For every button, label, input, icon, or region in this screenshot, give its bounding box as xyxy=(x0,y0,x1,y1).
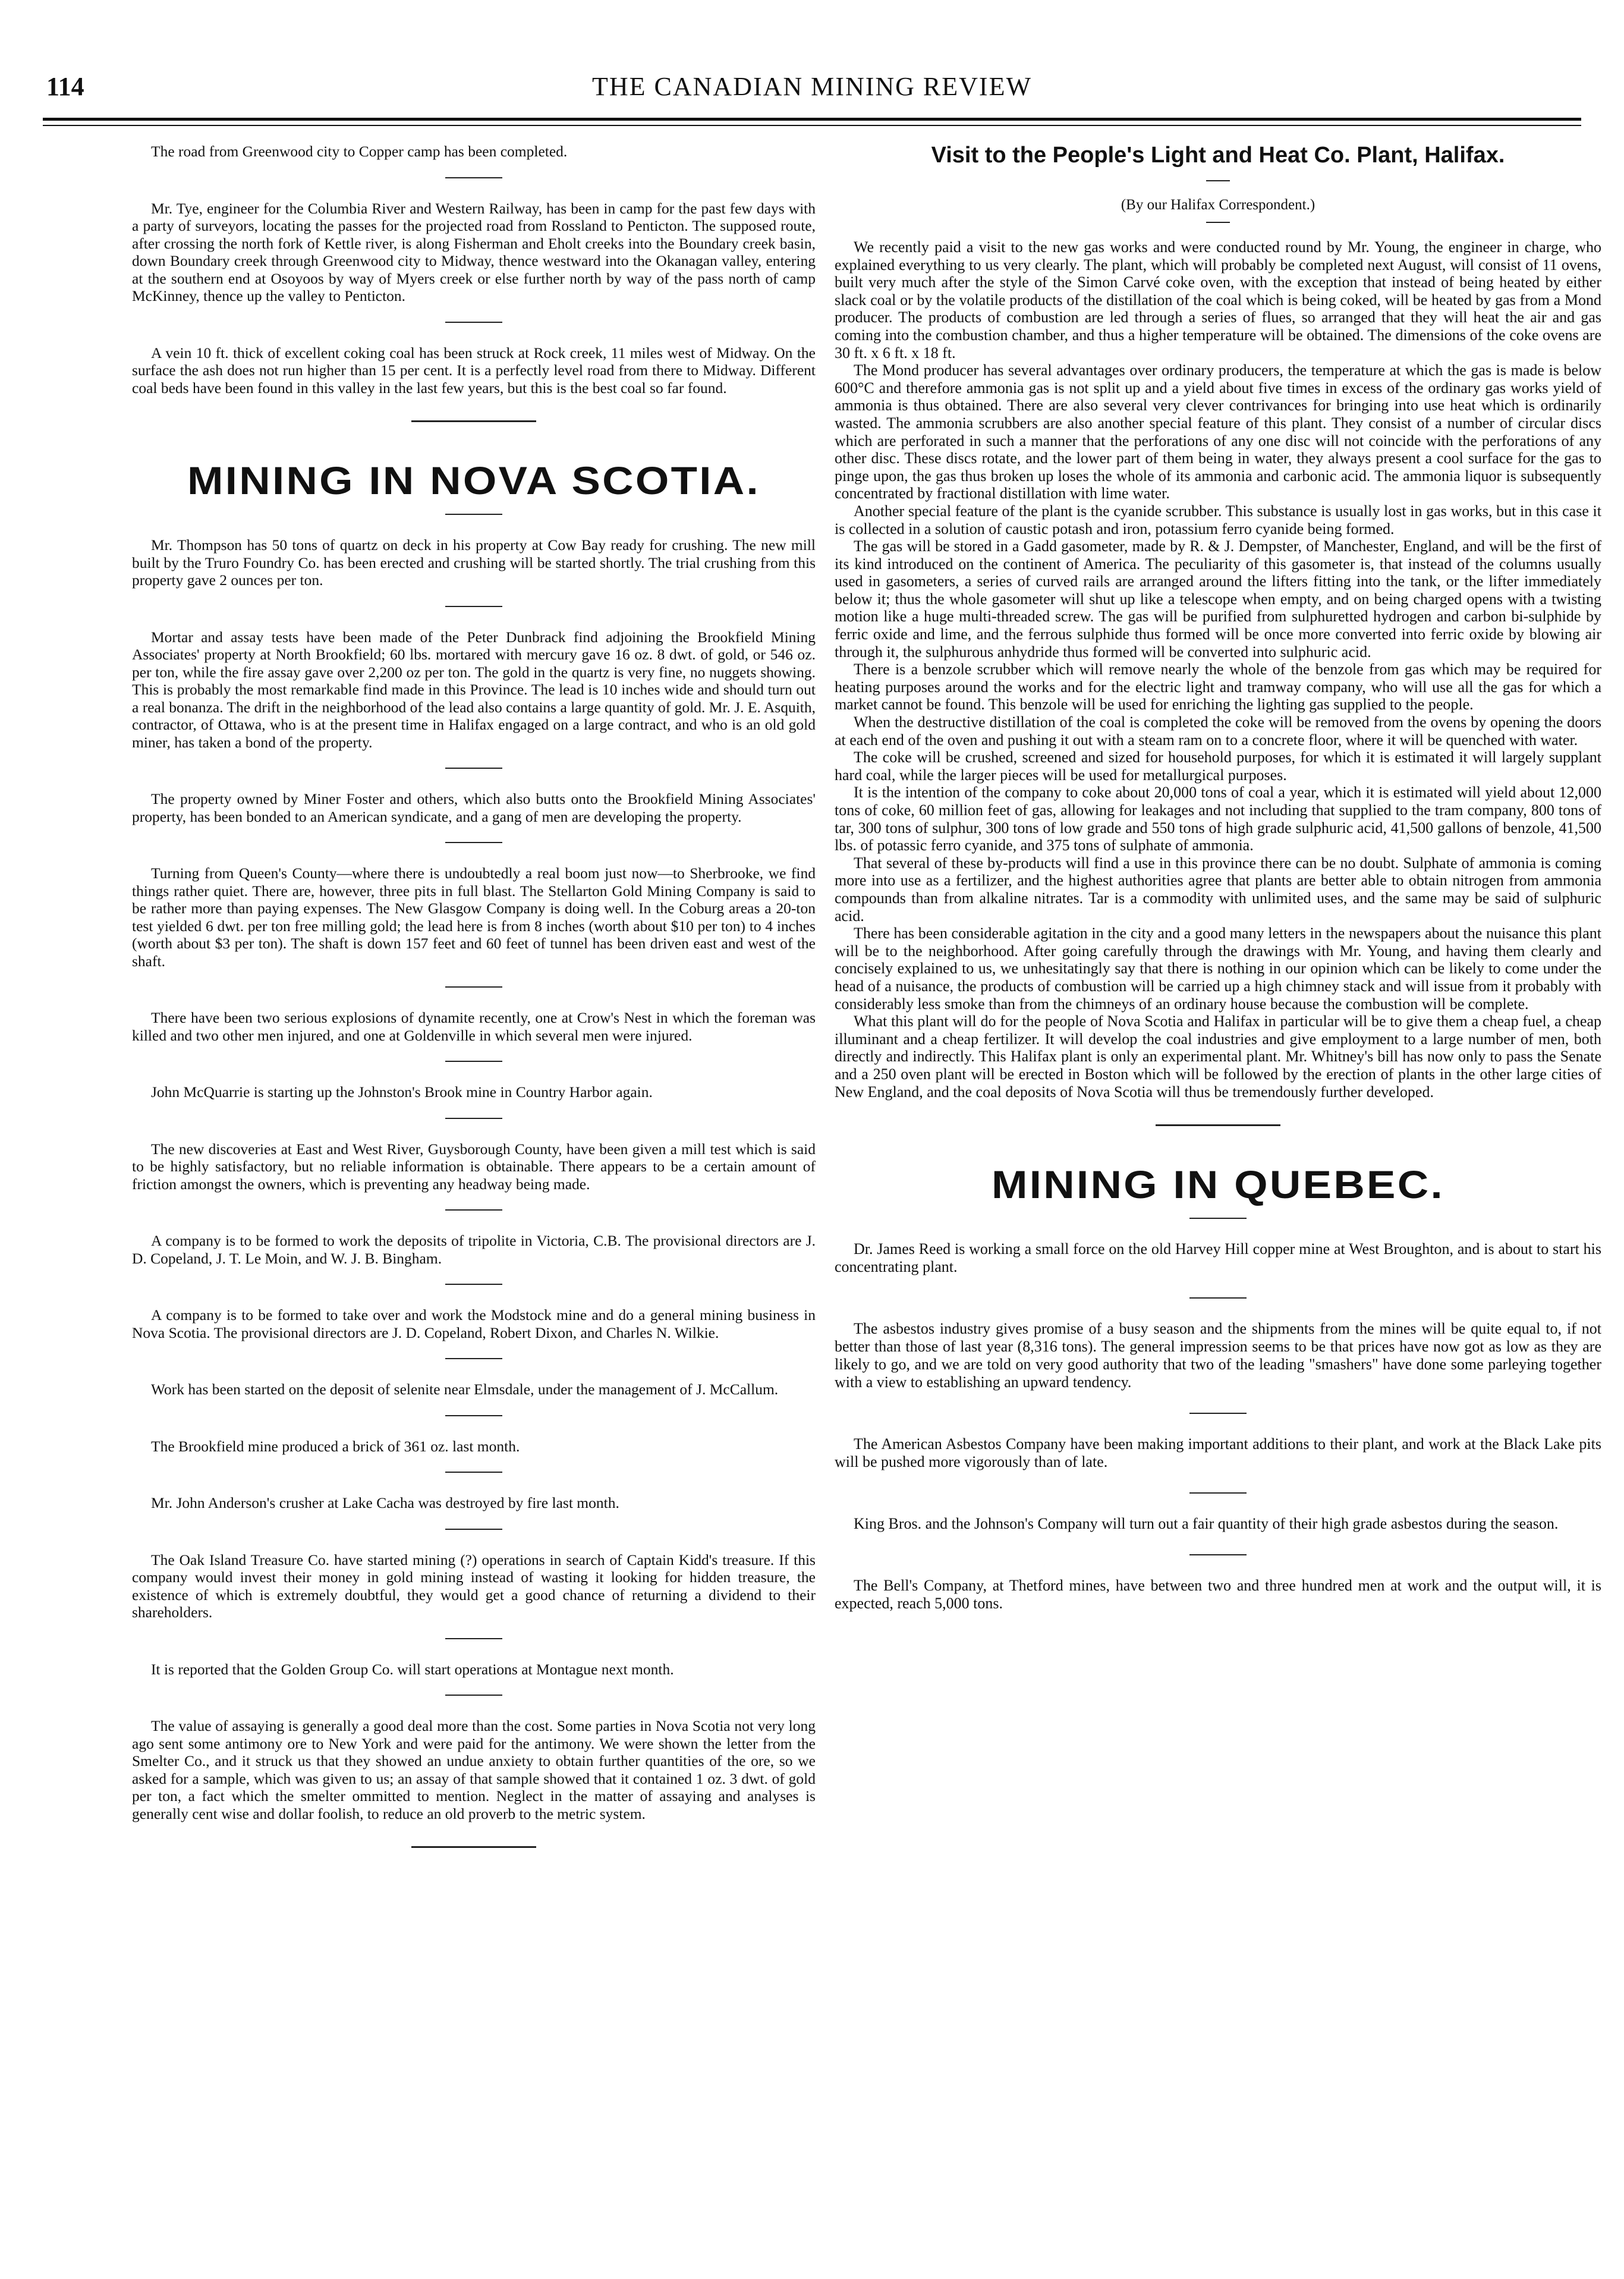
paragraph: The Bell's Company, at Thetford mines, have between two and three hundred men at work and the output will, it is expected, reach 5,000 tons. xyxy=(835,1577,1601,1612)
divider xyxy=(445,768,502,769)
paragraph: It is the intention of the company to coke about 20,000 tons of coal a year, which it is estimated will yield about 12,000 tons of coke, 60 million feet of gas, allowing for leakages and not including that supplied to the tram company, 800 tons of tar, 300 tons of sulphur, 300 tons of low grade and 550 tons of high grade sulphuric acid, 41,500 gallons of benzole, 41,500 lbs. of potassic ferro cyanide, and 375 tons of sulphate of ammonia. xyxy=(835,784,1601,854)
byline: (By our Halifax Correspondent.) xyxy=(1121,197,1315,213)
divider xyxy=(1189,1218,1247,1219)
divider xyxy=(445,1284,502,1285)
divider xyxy=(445,177,502,178)
divider xyxy=(445,842,502,843)
page-header xyxy=(43,70,1581,106)
paragraph: The property owned by Miner Foster and others, which also butts onto the Brookfield Mining Associates' property, has been bonded to an American syndicate, and a gang of men are developing the property. xyxy=(132,790,816,825)
divider xyxy=(445,606,502,607)
divider xyxy=(445,1209,502,1211)
section-divider xyxy=(411,1846,536,1848)
header-rule-thin xyxy=(43,125,1581,126)
divider xyxy=(445,1118,502,1119)
paragraph: The road from Greenwood city to Copper camp has been completed. xyxy=(151,143,568,160)
section-divider xyxy=(1156,1124,1280,1126)
paragraph: What this plant will do for the people of Nova Scotia and Halifax in particular will be to give them a cheap fuel, a cheap illuminant and a cheap fertilizer. It will develop the coal industries and give employment to a large number of men, both directly and indirectly. This Halifax plant is only an experimental plant. Mr. Whitney's bill has now only to pass the Senate and a 250 oven plant will be erected in Boston which will be followed by the erection of plants in the other large cities of New England, and the coal deposits of Nova Scotia will thus be tremendously further developed. xyxy=(835,1013,1601,1101)
left-column xyxy=(132,143,816,1884)
divider xyxy=(1206,180,1230,181)
divider xyxy=(1206,222,1230,223)
divider xyxy=(445,1415,502,1416)
paragraph: The Mond producer has several advantages over ordinary producers, the temperature at which the gas is made is below 600°C and therefore ammonia gas is not split up and a yield about five times in excess of the ordinary gas works yield of ammonia is thus obtained. There are also several very clever contrivances for bringing into use heat which is ordinarily wasted. The ammonia scrubbers are also another special feature of this plant. They consist of a number of circular discs which are perforated in such a manner that the perforations of any one disc will not coincide with the perforations of any other disc. These discs rotate, and the lower part of them being in water, they always present a cool surface for the gas to pinge upon, the gas thus broken up loses the whole of its ammonia and carbonic acid. The ammonia liquor is subsequently concentrated by fractional distillation with lime water. xyxy=(835,362,1601,502)
paragraph: Another special feature of the plant is the cyanide scrubber. This substance is usually lost in gas works, but in this case it is collected in a solution of caustic potash and iron, potassium ferro cyanide being formed. xyxy=(835,502,1601,537)
divider xyxy=(445,322,502,323)
paragraph: The value of assaying is generally a good deal more than the cost. Some parties in Nova Scotia not very long ago sent some antimony ore to New York and were paid for the antimony. We were shown the letter from the Smelter Co., and it struck us that they showed an undue anxiety to obtain further quantities of the ore, so we asked for a sample, which was given to us; an assay of that sample showed that it contained 1 oz. 3 dwt. of gold per ton, a fact which the smelter ommitted to mention. Neglect in the matter of assaying and analyses is generally cent wise and dollar foolish, to reduce an old proverb to the metric system. xyxy=(132,1717,816,1822)
divider xyxy=(445,1695,502,1696)
section-heading-quebec: MINING IN QUEBEC. xyxy=(992,1162,1444,1207)
paragraph: Turning from Queen's County—where there is undoubtedly a real boom just now—to Sherbrooke, we find things rather quiet. There are, however, three pits in full blast. The Stellarton Gold Mining Company is said to be rather more than paying expenses. The New Glasgow Company is doing well. In the Coburg areas a 20-ton test yielded 6 dwt. per ton free milling gold; the lead here is from 8 inches (worth about $10 per ton) to 4 inches (worth about $3 per ton). The shaft is down 157 feet and 60 feet of tunnel has been driven east and west of the shaft. xyxy=(132,865,816,970)
paragraph: Work has been started on the deposit of selenite near Elmsdale, under the management of J. McCallum. xyxy=(151,1381,779,1398)
paragraph: Mortar and assay tests have been made of the Peter Dunbrack find adjoining the Brookfield Mining Associates' property at North Brookfield; 60 lbs. mortared with mercury gave 16 oz. 8 dwt. of gold, or 546 oz. per ton, while the fire assay gave over 2,200 oz per ton. The gold in the quartz is very fine, no nuggets showing. This is probably the most remarkable find made in this Province. The lead is 10 inches wide and should turn out a real bonanza. The drift in the neighborhood of the lead also contains a large quantity of gold. Mr. J. E. Asquith, contractor, of Ottawa, who is at the present time in Halifax engaged on a large contract, and who is an old gold miner, has taken a bond of the property. xyxy=(132,628,816,751)
divider xyxy=(445,1638,502,1639)
divider xyxy=(445,1061,502,1062)
paragraph: A company is to be formed to work the deposits of tripolite in Victoria, C.B. The provisional directors are J. D. Copeland, J. T. Le Moin, and W. J. B. Bingham. xyxy=(132,1232,816,1267)
paragraph: The gas will be stored in a Gadd gasometer, made by R. & J. Dempster, of Manchester, England, and will be the first of its kind introduced on the continent of America. The peculiarity of this gasometer is, that instead of the columns usually used in gasometers, a series of curved rails are arranged around the lifters fitting into the tank, or the lifter immediately below it; thus the whole gasometer will shut up like a telescope when empty, and on being charged opens with a twisting motion like a huge multi-threaded screw. The gas will be purified from sulphuretted hydrogen and carbon bi-sulphide by ferric oxide and lime, and the ferrous sulphide thus formed will be once more converted into ferric oxide by blowing air through it, the sulphurous anhydride thus formed will be converted into sulphuric acid. xyxy=(835,537,1601,661)
divider xyxy=(445,514,502,515)
paragraph: The new discoveries at East and West River, Guysborough County, have been given a mill test which is said to be highly satisfactory, but no reliable information is obtainable. There appears to be a certain amount of friction amongst the owners, which is preventing any headway being made. xyxy=(132,1140,816,1193)
paragraph: There is a benzole scrubber which will remove nearly the whole of the benzole from gas which may be required for heating purposes around the works and for the electric light and tramway company, who will use all the gas for which a market cannot be found. This benzole will be used for enriching the lighting gas supplied to the people. xyxy=(835,661,1601,713)
quebec-section xyxy=(835,1240,1601,1612)
divider xyxy=(445,1472,502,1473)
page-number: 114 xyxy=(46,72,84,101)
divider xyxy=(1189,1297,1247,1299)
divider xyxy=(445,1358,502,1359)
paragraph: Mr. John Anderson's crusher at Lake Cacha was destroyed by fire last month. xyxy=(151,1494,619,1511)
article-heading-halifax: Visit to the People's Light and Heat Co. Plant, Halifax. xyxy=(931,143,1505,168)
divider xyxy=(1189,1413,1247,1414)
paragraph: Dr. James Reed is working a small force on the old Harvey Hill copper mine at West Broughton, and is about to start his concentrating plant. xyxy=(835,1240,1601,1276)
paragraph: Mr. Thompson has 50 tons of quartz on deck in his property at Cow Bay ready for crushing. The new mill built by the Truro Foundry Co. has been erected and crushing will be started shortly. The trial crushing from this property gave 2 ounces per ton. xyxy=(132,536,816,589)
paragraph: There have been two serious explosions of dynamite recently, one at Crow's Nest in which the foreman was killed and two other men injured, and one at Goldenville in which several men were injured. xyxy=(132,1009,816,1044)
paragraph: It is reported that the Golden Group Co. will start operations at Montague next month. xyxy=(151,1660,674,1678)
paragraph: John McQuarrie is starting up the Johnston's Brook mine in Country Harbor again. xyxy=(151,1083,653,1101)
paragraph: Mr. Tye, engineer for the Columbia River and Western Railway, has been in camp for the past few days with a party of surveyors, locating the passes for the projected road from Rossland to Penticton. The supposed route, after crossing the north fork of Kettle river, is along Fisherman and Eholt creeks into the Boundary creek basin, down Boundary creek through Greenwood city to Midway, thence westward into the Okanagan valley, entering at the southern end at Osoyoos by way of Myers creek or else further north by way of the pass north of camp McKinney, thence up the valley to Penticton. xyxy=(132,199,816,304)
paragraph: There has been considerable agitation in the city and a good many letters in the newspapers about the nuisance this plant will be to the neighborhood. After going carefully through the drawings with Mr. Young, and having them clearly and concisely explained to us, we unhesitatingly say that there is nothing in our opinion which can be likely to come under the head of a nuisance, the products of combustion will be carried up a high chimney stack and will issue from it probably with considerably less smoke than from the chimneys of an ordinary house because the combustion will be complete. xyxy=(835,925,1601,1013)
paragraph: A vein 10 ft. thick of excellent coking coal has been struck at Rock creek, 11 miles west of Midway. On the surface the ash does not run higher than 15 per cent. It is a perfectly level road from there to Midway. Different coal beds have been found in this valley in the last few years, but this is the best coal so far found. xyxy=(132,344,816,397)
divider xyxy=(445,986,502,988)
running-title: THE CANADIAN MINING REVIEW xyxy=(592,72,1032,101)
paragraph: We recently paid a visit to the new gas works and were conducted round by Mr. Young, the engineer in charge, who explained everything to us very clearly. The plant, which will probably be completed next August, will consist of 11 ovens, built very much after the style of the Simon Carvé coke oven, with the exception that instead of being heated by either slack coal or by the volatile products of the distillation of the coal which is being coked, will be heated by gas from a Mond producer. The products of combustion are led through a series of flues, so arranged that they will heat the air and gas coming into the combustion chamber, and thus a higher temperature will be obtained. The dimensions of the coke ovens are 30 ft. x 6 ft. x 18 ft. xyxy=(835,238,1601,362)
header-rule xyxy=(43,118,1581,121)
paragraph: The Brookfield mine produced a brick of 361 oz. last month. xyxy=(151,1437,520,1455)
section-heading-nova-scotia: MINING IN NOVA SCOTIA. xyxy=(187,458,760,502)
paragraph: The American Asbestos Company have been making important additions to their plant, and work at the Black Lake pits will be pushed more vigorously than of late. xyxy=(835,1435,1601,1471)
paragraph: The asbestos industry gives promise of a busy season and the shipments from the mines will be quite equal to, if not better than those of last year (8,316 tons). The general impression seems to be that prices have now got as low as they are likely to go, and we are told on very good authority that two of the leading "smashers" have done some parleying together with a view to establishing an upward tendency. xyxy=(835,1320,1601,1391)
paragraph: The coke will be crushed, screened and sized for household purposes, for which it is estimated it will largely supplant hard coal, while the larger pieces will be used for metallurgical purposes. xyxy=(835,749,1601,784)
divider xyxy=(445,1529,502,1530)
paragraph: King Bros. and the Johnson's Company will turn out a fair quantity of their high grade asbestos during the season. xyxy=(854,1515,1559,1533)
paragraph: The Oak Island Treasure Co. have started mining (?) operations in search of Captain Kidd's treasure. If this company would invest their money in gold mining instead of wasting it looking for hidden treasure, the existence of which is extremely doubtful, they would get a good chance of returning a dividend to their shareholders. xyxy=(132,1551,816,1621)
paragraph: That several of these by-products will find a use in this province there can be no doubt. Sulphate of ammonia is coming more into use as a fertilizer, and the highest authorities agree that plants are better able to obtain nitrogen from ammonia compounds than from alkaline nitrates. Tar is a commodity with unlimited uses, and the same may be said of sulphuric acid. xyxy=(835,854,1601,925)
section-divider xyxy=(411,420,536,422)
divider xyxy=(1189,1554,1247,1555)
divider xyxy=(1189,1492,1247,1494)
paragraph: A company is to be formed to take over and work the Modstock mine and do a general mining business in Nova Scotia. The provisional directors are J. D. Copeland, Robert Dixon, and Charles N. Wilkie. xyxy=(132,1306,816,1341)
paragraph: When the destructive distillation of the coal is completed the coke will be removed from the ovens by opening the doors at each end of the oven and pushing it out with a steam ram on to a concrete floor, where it will be quenched with water. xyxy=(835,713,1601,749)
right-column xyxy=(835,143,1601,1634)
